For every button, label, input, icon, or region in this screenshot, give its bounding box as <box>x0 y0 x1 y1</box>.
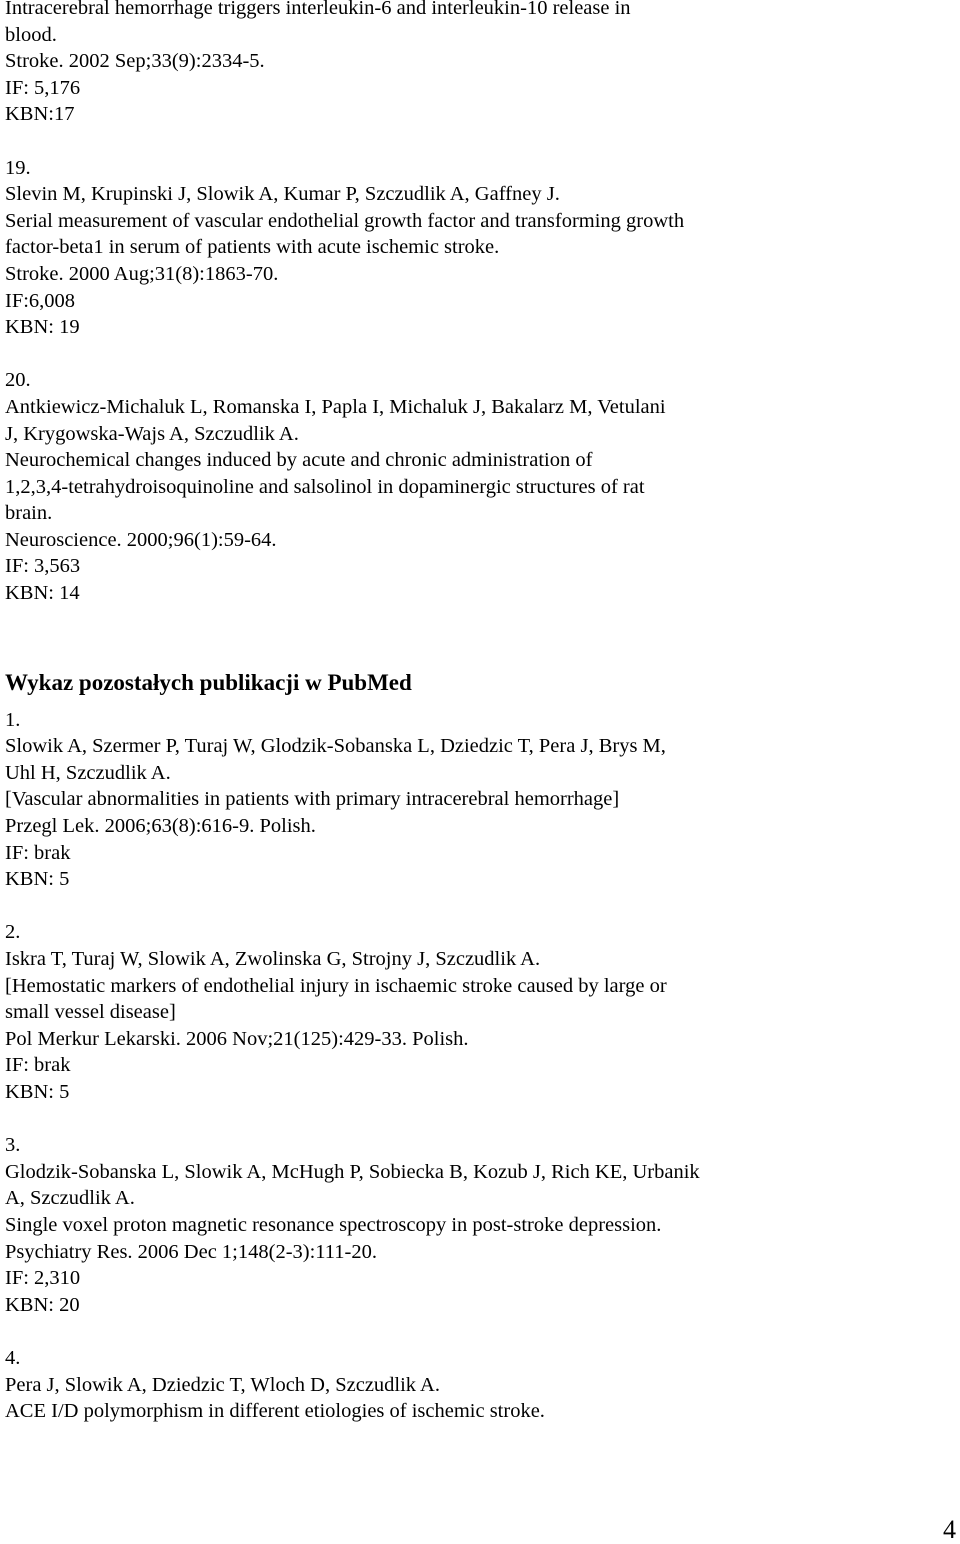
kbn-score: KBN: 14 <box>5 582 80 605</box>
citation-line: Stroke. 2002 Sep;33(9):2334-5. <box>5 50 265 73</box>
entry-number: 20. <box>5 369 31 392</box>
spacer <box>5 341 945 368</box>
kbn-score: KBN: 20 <box>5 1293 80 1316</box>
page-number: 4 <box>943 1515 956 1544</box>
journal-line: Pol Merkur Lekarski. 2006 Nov;21(125):429-33. Polish. <box>5 1027 469 1050</box>
title-line: [Hemostatic markers of endothelial injury in ischaemic stroke caused by large or <box>5 974 667 997</box>
authors-line: A, Szczudlik A. <box>5 1187 135 1210</box>
section-heading: Wykaz pozostałych publikacji w PubMed <box>5 669 412 695</box>
journal-line: Stroke. 2000 Aug;31(8):1863-70. <box>5 262 279 285</box>
title-line: small vessel disease] <box>5 1001 176 1024</box>
authors-line: Slevin M, Krupinski J, Slowik A, Kumar P, Szczudlik A, Gaffney J. <box>5 183 560 206</box>
publication-entry-20 <box>5 367 945 606</box>
authors-line: J, Krygowska-Wajs A, Szczudlik A. <box>5 422 299 445</box>
spacer <box>5 1318 945 1345</box>
journal-line: Psychiatry Res. 2006 Dec 1;148(2-3):111-20. <box>5 1240 377 1263</box>
entry-number: 4. <box>5 1346 21 1369</box>
publication-entry-1 <box>5 707 945 893</box>
title-line: 1,2,3,4-tetrahydroisoquinoline and salsolinol in dopaminergic structures of rat <box>5 475 645 498</box>
spacer <box>5 607 945 669</box>
authors-line: Antkiewicz-Michaluk L, Romanska I, Papla I, Michaluk J, Bakalarz M, Vetulani <box>5 395 666 418</box>
citation-line: KBN:17 <box>5 103 75 126</box>
impact-factor: IF:6,008 <box>5 289 76 312</box>
entry-number: 1. <box>5 708 21 731</box>
document-page <box>5 0 945 1425</box>
publication-entry-3 <box>5 1132 945 1318</box>
impact-factor: IF: brak <box>5 1054 71 1077</box>
spacer <box>5 893 945 920</box>
kbn-score: KBN: 5 <box>5 868 70 891</box>
title-line: Neurochemical changes induced by acute and chronic administration of <box>5 449 593 472</box>
journal-line: Neuroscience. 2000;96(1):59-64. <box>5 528 277 551</box>
citation-line: blood. <box>5 23 57 46</box>
title-line: brain. <box>5 502 53 525</box>
authors-line: Slowik A, Szermer P, Turaj W, Glodzik-Sobanska L, Dziedzic T, Pera J, Brys M, <box>5 735 666 758</box>
spacer <box>5 128 945 155</box>
publication-entry-4 <box>5 1345 945 1425</box>
top-citation-block <box>5 0 945 128</box>
title-line: Single voxel proton magnetic resonance spectroscopy in post-stroke depression. <box>5 1213 662 1236</box>
title-line: [Vascular abnormalities in patients with primary intracerebral hemorrhage] <box>5 788 620 811</box>
kbn-score: KBN: 19 <box>5 316 80 339</box>
entry-number: 2. <box>5 921 21 944</box>
citation-line: IF: 5,176 <box>5 76 81 99</box>
authors-line: Pera J, Slowik A, Dziedzic T, Wloch D, Szczudlik A. <box>5 1373 440 1396</box>
publication-entry-2 <box>5 919 945 1105</box>
entry-number: 3. <box>5 1134 21 1157</box>
authors-line: Uhl H, Szczudlik A. <box>5 761 171 784</box>
journal-line: Przegl Lek. 2006;63(8):616-9. Polish. <box>5 815 316 838</box>
publication-entry-19 <box>5 155 945 341</box>
authors-line: Iskra T, Turaj W, Slowik A, Zwolinska G, Strojny J, Szczudlik A. <box>5 948 541 970</box>
title-line: ACE I/D polymorphism in different etiologies of ischemic stroke. <box>5 1400 545 1423</box>
authors-line: Glodzik-Sobanska L, Slowik A, McHugh P, Sobiecka B, Kozub J, Rich KE, Urbanik <box>5 1160 700 1183</box>
impact-factor: IF: 3,563 <box>5 555 81 578</box>
entry-number: 19. <box>5 156 31 179</box>
spacer <box>5 1106 945 1133</box>
impact-factor: IF: 2,310 <box>5 1267 81 1290</box>
kbn-score: KBN: 5 <box>5 1080 70 1103</box>
impact-factor: IF: brak <box>5 841 71 864</box>
title-line: Serial measurement of vascular endothelial growth factor and transforming growth <box>5 209 685 232</box>
citation-line: Intracerebral hemorrhage triggers interleukin-6 and interleukin-10 release in <box>5 0 631 19</box>
title-line: factor-beta1 in serum of patients with acute ischemic stroke. <box>5 236 500 259</box>
